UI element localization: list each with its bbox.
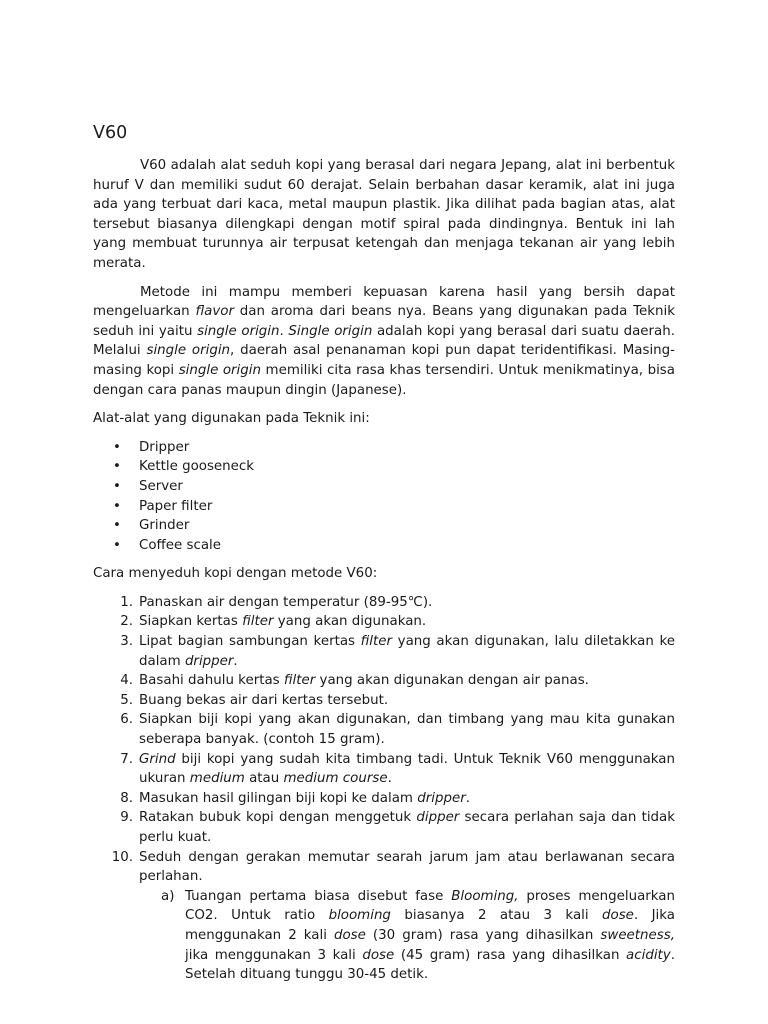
step-item [93, 632, 675, 671]
text-run: Siapkan biji kopi yang akan digunakan, dan timbang yang mau kita gunakan seberapa banyak. (contoh 15 gram). [139, 712, 675, 748]
text-run: Seduh dengan gerakan memutar searah jarum jam atau berlawanan secara perlahan. [139, 849, 675, 885]
step-item [93, 848, 675, 887]
text-run: Buang bekas air dari kertas tersebut. [139, 692, 389, 708]
substep-item [93, 887, 675, 985]
bullet-icon: • [113, 459, 121, 475]
step-number: 5. [120, 692, 133, 708]
step-item [93, 671, 675, 691]
bullet-icon: • [113, 439, 121, 455]
text-run: secara perlahan saja dan tidak perlu kuat. [139, 810, 676, 845]
italic-term: dripper [184, 653, 234, 669]
italic-term: blooming [328, 908, 391, 924]
step-item [93, 691, 675, 711]
text-run: . [233, 653, 238, 669]
page-title: V60 [93, 123, 128, 143]
substep-letter: a) [161, 888, 175, 904]
list-item [93, 457, 675, 477]
bullet-icon: • [113, 537, 121, 553]
text-run: Ratakan bubuk kopi dengan menggetuk [139, 810, 417, 826]
intro-paragraph: V60 adalah alat seduh kopi yang berasal dari negara Jepang, alat ini berbentuk huruf V dan memiliki sudut 60 derajat. Selain berbahan dasar keramik, alat ini juga ada yang terbuat dari kaca, metal maupun plastik. Jika dilihat pada bagian atas, alat tersebut biasanya dilengkapi dengan motif spiral pada dindingnya. Bentuk ini lah yang membuat turunnya air terpusat ketengah dan menjaga tekanan air yang lebih merata. [93, 158, 675, 271]
italic-term: medium course [283, 771, 388, 787]
step-item [93, 750, 675, 789]
step-item [93, 593, 675, 613]
text-run: yang akan digunakan. [273, 614, 427, 630]
step-number: 6. [120, 712, 133, 728]
italic-term: filter [360, 634, 393, 650]
text-run: . Jika menggunakan 2 kali [185, 908, 676, 943]
text-run: dan aroma dari beans nya. Beans yang digunakan pada Teknik seduh ini yaitu [93, 304, 675, 339]
text-run: Masukan hasil gilingan biji kopi ke dalam [139, 790, 418, 806]
text-run: jika menggunakan 3 kali [185, 947, 363, 963]
tools-heading: Alat-alat yang digunakan pada Teknik ini: [93, 411, 370, 427]
italic-term: dose [602, 908, 634, 924]
text-run: . [279, 323, 289, 339]
italic-term: dose [362, 947, 395, 963]
italic-term: filter [242, 614, 274, 630]
step-number: 1. [120, 594, 133, 610]
text-run: . Setelah dituang tunggu 30-45 detik. [185, 947, 675, 983]
method-paragraph [93, 283, 675, 401]
substep-text [185, 889, 675, 982]
text-run: (30 gram) rasa yang dihasilkan [365, 927, 601, 943]
text-run: Metode ini mampu memberi kepuasan karena hasil yang bersih dapat mengeluarkan [93, 284, 675, 320]
step-item [93, 808, 675, 847]
step-item [93, 710, 675, 749]
text-run: biji kopi yang sudah kita timbang tadi. Untuk Teknik V60 menggunakan ukuran [139, 751, 675, 787]
italic-term: Single origin [288, 323, 373, 339]
tool-name: Coffee scale [139, 537, 222, 553]
text-run: yang akan digunakan dengan air panas. [315, 673, 589, 689]
text-run: proses mengeluarkan CO2. Untuk ratio [185, 888, 675, 924]
bullet-icon: • [113, 478, 121, 494]
steps-list [93, 593, 675, 887]
text-run: . [465, 790, 470, 806]
step-number: 10. [111, 849, 133, 865]
tool-name: Dripper [139, 439, 190, 455]
text-run: Basahi dahulu kertas [139, 673, 284, 689]
italic-term: medium [189, 771, 245, 787]
tool-name: Server [139, 478, 183, 494]
italic-term: single origin [178, 362, 261, 378]
italic-term: dose [333, 927, 366, 943]
text-run: , daerah asal penanaman kopi pun dapat teridentifikasi. Masing-masing kopi [93, 343, 675, 378]
step-item [93, 789, 675, 809]
text-run: Siapkan kertas [139, 614, 243, 630]
step-number: 3. [120, 634, 133, 650]
text-run: adalah kopi yang berasal dari suatu daerah. Melalui [93, 323, 675, 359]
text-run: Panaskan air dengan temperatur (89-95℃). [139, 594, 433, 610]
step-number: 7. [120, 751, 133, 767]
list-item [93, 477, 675, 497]
steps-heading: Cara menyeduh kopi dengan metode V60: [93, 566, 378, 582]
bullet-icon: • [113, 518, 121, 534]
document-page [93, 122, 675, 985]
step-number: 4. [120, 673, 133, 689]
tool-name: Grinder [139, 518, 190, 534]
bullet-icon: • [113, 498, 121, 514]
italic-term: acidity [626, 947, 671, 963]
italic-term: dripper [417, 790, 466, 806]
italic-term: flavor [195, 304, 234, 320]
text-run: . [387, 771, 392, 787]
italic-term: Blooming, [451, 888, 519, 904]
text-run: biasanya 2 atau 3 kali [390, 908, 603, 924]
step-number: 2. [120, 614, 133, 630]
list-item [93, 516, 675, 536]
step-number: 8. [120, 790, 133, 806]
tools-list [93, 438, 675, 556]
list-item [93, 438, 675, 458]
tool-name: Kettle gooseneck [139, 459, 255, 475]
italic-term: single origin [146, 343, 231, 359]
text-run: yang akan digunakan, lalu diletakkan ke dalam [139, 634, 675, 669]
italic-term: Grind [139, 751, 176, 767]
italic-term: filter [283, 673, 316, 689]
text-run: atau [244, 771, 284, 787]
step-number: 9. [120, 810, 133, 826]
italic-term: sweetness, [600, 927, 675, 943]
text-run: Lipat bagian sambungan kertas [139, 634, 361, 650]
italic-term: single origin [197, 323, 280, 339]
list-item [93, 497, 675, 517]
italic-term: dipper [416, 810, 460, 826]
text-run: Tuangan pertama biasa disebut fase [185, 888, 452, 904]
text-run: memiliki cita rasa khas tersendiri. Untuk menikmatinya, bisa dengan cara panas maupun dingin (Japanese). [93, 362, 675, 398]
text-run: (45 gram) rasa yang dihasilkan [394, 947, 627, 963]
tool-name: Paper filter [139, 498, 213, 514]
list-item [93, 536, 675, 556]
step-item [93, 612, 675, 632]
